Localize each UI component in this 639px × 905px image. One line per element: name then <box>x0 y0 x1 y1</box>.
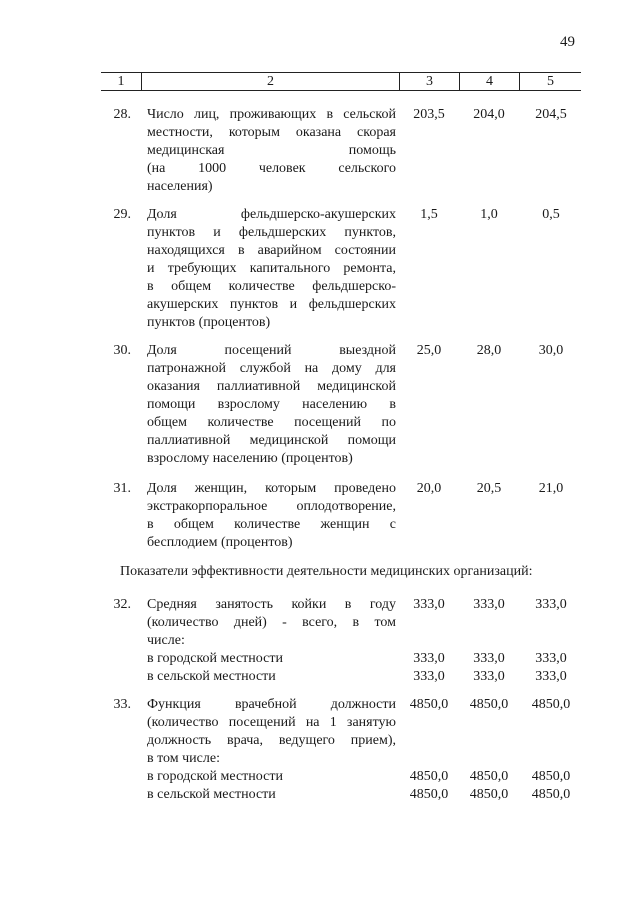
value-col-3: 333,0 <box>413 597 445 612</box>
header-col-4: 4 <box>459 73 519 90</box>
text-line: Средняя занятость койки в году <box>147 597 396 612</box>
row-description <box>147 342 396 468</box>
urban-value-col-5: 333,0 <box>535 651 567 666</box>
row-number: 33. <box>113 697 131 712</box>
value-col-4: 204,0 <box>473 107 505 122</box>
rural-value-col-4: 333,0 <box>473 669 505 684</box>
text-line: должность врача, ведущего прием), <box>147 733 396 748</box>
header-col-5: 5 <box>519 73 581 90</box>
section-title: Показатели эффективности деятельности медицинских организаций: <box>120 564 533 579</box>
text-line: (количество посещений на 1 занятую <box>147 715 396 730</box>
header-col-1: 1 <box>117 74 125 89</box>
value-col-4: 4850,0 <box>469 697 509 712</box>
row-description <box>147 696 396 804</box>
row-number: 32. <box>113 597 131 612</box>
text-line: в общем количестве женщин с <box>147 517 396 532</box>
row-description <box>147 106 396 196</box>
text-line: находящихся в аварийном состоянии <box>147 243 396 258</box>
value-col-4: 333,0 <box>473 597 505 612</box>
row-number: 28. <box>113 107 131 122</box>
text-line: взрослому населению (процентов) <box>147 451 353 466</box>
text-line: числе: <box>147 633 185 648</box>
text-line: в общем количестве фельдшерско- <box>147 279 396 294</box>
text-line: местности, которым оказана скорая <box>147 125 396 140</box>
text-line: Доля фельдшерско-акушерских <box>147 207 396 222</box>
text-line: Доля женщин, которым проведено <box>147 481 396 496</box>
page-number: 49 <box>560 34 575 50</box>
sub-label-rural: в сельской местности <box>147 669 276 684</box>
value-col-4: 20,5 <box>476 481 502 496</box>
text-line: в том числе: <box>147 751 220 766</box>
table-header <box>101 72 581 91</box>
row-number: 30. <box>113 343 131 358</box>
value-col-3: 1,5 <box>420 207 438 222</box>
text-line: Доля посещений выездной <box>147 343 396 358</box>
rural-value-col-3: 4850,0 <box>409 787 449 802</box>
text-line: акушерских пунктов и фельдшерских <box>147 297 396 312</box>
value-col-5: 4850,0 <box>531 697 571 712</box>
sub-label-urban: в городской местности <box>147 651 283 666</box>
value-col-5: 333,0 <box>535 597 567 612</box>
row-description <box>147 206 396 332</box>
urban-value-col-4: 4850,0 <box>469 769 509 784</box>
text-line: (количество дней) - всего, в том <box>147 615 396 630</box>
urban-value-col-5: 4850,0 <box>531 769 571 784</box>
text-line: общем количестве посещений по <box>147 415 396 430</box>
rural-value-col-3: 333,0 <box>413 669 445 684</box>
rural-value-col-5: 4850,0 <box>531 787 571 802</box>
sub-label-rural: в сельской местности <box>147 787 276 802</box>
row-number: 29. <box>113 207 131 222</box>
text-line: патронажной службой на дому для <box>147 361 396 376</box>
urban-value-col-3: 4850,0 <box>409 769 449 784</box>
urban-value-col-4: 333,0 <box>473 651 505 666</box>
value-col-5: 21,0 <box>538 481 564 496</box>
text-line: медицинская помощь <box>147 143 396 158</box>
text-line: и требующих капитального ремонта, <box>147 261 396 276</box>
text-line: Число лиц, проживающих в сельской <box>147 107 396 122</box>
row-number: 31. <box>113 481 131 496</box>
text-line: паллиативной медицинской помощи <box>147 433 396 448</box>
header-col-2: 2 <box>141 73 399 90</box>
sub-label-urban: в городской местности <box>147 769 283 784</box>
text-line: оказания паллиативной медицинской <box>147 379 396 394</box>
value-col-3: 25,0 <box>416 343 442 358</box>
value-col-4: 28,0 <box>476 343 502 358</box>
rural-value-col-4: 4850,0 <box>469 787 509 802</box>
rural-value-col-5: 333,0 <box>535 669 567 684</box>
header-col-3: 3 <box>399 73 459 90</box>
value-col-5: 30,0 <box>538 343 564 358</box>
row-description <box>147 596 396 686</box>
value-col-3: 203,5 <box>413 107 445 122</box>
value-col-5: 204,5 <box>535 107 567 122</box>
value-col-3: 20,0 <box>416 481 442 496</box>
value-col-3: 4850,0 <box>409 697 449 712</box>
row-description <box>147 480 396 552</box>
urban-value-col-3: 333,0 <box>413 651 445 666</box>
value-col-5: 0,5 <box>542 207 560 222</box>
text-line: пунктов и фельдшерских пунктов, <box>147 225 396 240</box>
text-line: Функция врачебной должности <box>147 697 396 712</box>
text-line: бесплодием (процентов) <box>147 535 293 550</box>
text-line: помощи взрослому населению в <box>147 397 396 412</box>
text-line: населения) <box>147 179 213 194</box>
text-line: экстракорпоральное оплодотворение, <box>147 499 396 514</box>
text-line: пунктов (процентов) <box>147 315 271 330</box>
value-col-4: 1,0 <box>480 207 498 222</box>
text-line: (на 1000 человек сельского <box>147 161 396 176</box>
